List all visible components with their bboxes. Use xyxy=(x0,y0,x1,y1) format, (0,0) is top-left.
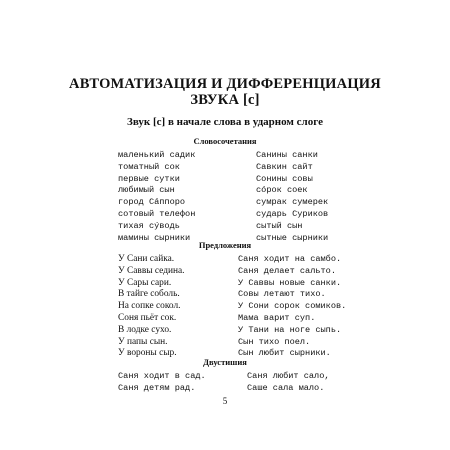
couplet-right xyxy=(247,371,330,395)
section-heading-sentences: Предложения xyxy=(198,240,252,250)
phrase-item: сóрок соек xyxy=(256,185,308,196)
phrase-item: сотовый телефон xyxy=(118,208,196,219)
section-heading-couplets: Двустишия xyxy=(203,357,247,367)
phrase-item: маленький садик xyxy=(118,150,196,160)
sentence-item: В тайге соболь. xyxy=(118,289,180,300)
phrase-item: томатный сок xyxy=(118,161,180,172)
couplet-line: Саше сала мало. xyxy=(247,382,325,393)
sentence-item: Совы летают тихо. xyxy=(238,289,326,300)
phrase-item: сумрак сумерек xyxy=(256,197,329,208)
sentences-left-column xyxy=(118,254,185,360)
phrases-right-column xyxy=(256,150,328,244)
phrase-item: сытый сын xyxy=(256,220,303,231)
phrase-item: любимый сын xyxy=(118,185,175,196)
phrases-left-column xyxy=(118,150,195,244)
sentence-item: У Сани сайка. xyxy=(118,254,175,264)
sentence-item: У папы сын. xyxy=(118,336,168,347)
phrase-item: Савкин сайт xyxy=(256,161,313,172)
sentence-item: На сопке сокол. xyxy=(118,301,181,312)
page-title-line-1: АВТОМАТИЗАЦИЯ И ДИФФЕРЕНЦИАЦИЯ xyxy=(69,76,381,92)
subtitle: Звук [с] в начале слова в ударном слоге xyxy=(127,116,323,128)
sentence-item: У Сони сорок сомиков. xyxy=(238,301,347,312)
sentence-item: Саня ходит на самбо. xyxy=(238,254,342,264)
phrase-item: Сонины совы xyxy=(256,173,313,184)
sentences-right-column xyxy=(238,254,346,360)
phrase-item: сытные сырники xyxy=(256,232,329,243)
phrase-item: город Сáппоро xyxy=(118,197,186,208)
sentence-item: Сын тихо поел. xyxy=(238,336,311,347)
couplet-line: Саня любит сало, xyxy=(247,371,330,381)
sentence-item: У Сары сари. xyxy=(118,277,172,288)
phrase-item: Санины санки xyxy=(256,150,318,160)
couplet-line: Саня детям рад. xyxy=(118,382,196,393)
couplet-left xyxy=(118,371,206,395)
sentence-item: У вороны сыр. xyxy=(118,348,177,359)
sentence-item: У Саввы седина. xyxy=(118,265,185,276)
sentence-item: Мама варит суп. xyxy=(238,312,316,323)
sentence-item: У Тани на ноге сыпь. xyxy=(238,324,342,335)
phrase-item: тихая сýводь xyxy=(118,220,180,231)
section-heading-phrases: Словосочетания xyxy=(193,136,257,146)
couplet-line: Саня ходит в сад. xyxy=(118,371,206,381)
sentence-item: У Саввы новые санки. xyxy=(238,277,342,288)
phrase-item: мамины сырники xyxy=(118,232,191,243)
sentence-item: Соня пьёт сок. xyxy=(118,312,177,323)
page-title-line-2: ЗВУКА [с] xyxy=(190,92,260,108)
phrase-item: сударь Суриков xyxy=(256,208,329,219)
sentence-item: В лодке сухо. xyxy=(118,324,172,335)
sentence-item: Саня делает сальто. xyxy=(238,265,336,276)
sentence-item: Сын любит сырники. xyxy=(238,348,331,359)
phrase-item: первые сутки xyxy=(118,173,180,184)
page-number: 5 xyxy=(222,396,228,406)
